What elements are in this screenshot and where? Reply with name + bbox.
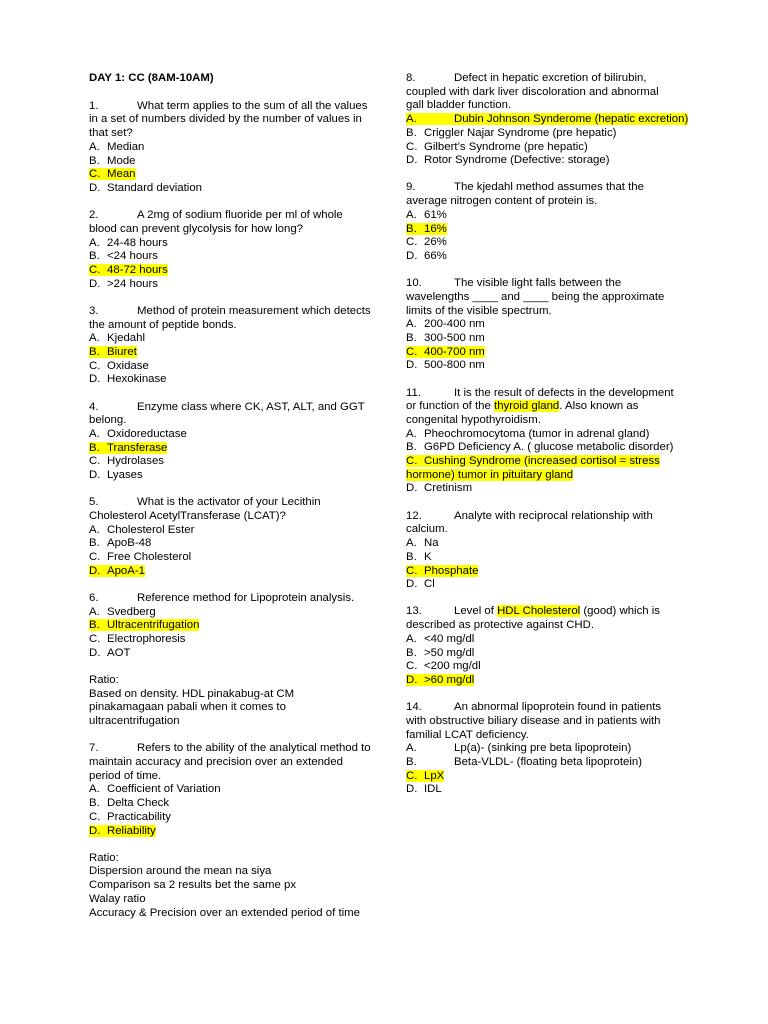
answer-option [406, 250, 674, 264]
question-number: 8. [406, 72, 416, 84]
answer-option [406, 441, 674, 455]
option-text: Gilbert’s Syndrome (pre hepatic) [424, 140, 588, 153]
option-text: Oxidoreductase [107, 427, 187, 440]
option-letter: C. [89, 810, 101, 823]
answer-option [406, 742, 674, 756]
option-body [89, 469, 143, 481]
option-letter: C. [89, 455, 101, 468]
option-text: 300-500 nm [424, 331, 485, 344]
option-body [406, 756, 642, 768]
option-body [89, 797, 169, 809]
question-number: 12. [406, 509, 422, 522]
option-letter: D. [406, 154, 418, 167]
question-number: 6. [89, 592, 99, 604]
question-stem [406, 387, 674, 428]
question-number: 2. [89, 209, 99, 222]
option-text: Mode [107, 154, 136, 167]
answer-option [89, 155, 371, 169]
question-stem [89, 401, 371, 428]
option-letter: D. [89, 469, 101, 482]
answer-option [89, 524, 371, 538]
option-text: 61% [424, 208, 447, 221]
option-text: Lyases [107, 469, 143, 482]
answer-option [89, 797, 371, 811]
question-stem [89, 742, 371, 783]
option-letter: D. [406, 249, 418, 262]
ratio-line: Walay ratio [89, 892, 146, 905]
highlighted-term: thyroid gland [494, 400, 560, 413]
option-text: K [424, 550, 432, 563]
option-letter: A. [89, 332, 100, 345]
option-letter: B. [89, 154, 100, 167]
option-text: AOT [107, 646, 131, 659]
option-text: Oxidase [107, 359, 149, 372]
stem-text: What term applies to the sum of all the values in a set of numbers divided by the number of values in that set? [89, 99, 368, 140]
option-letter: A. [406, 632, 417, 645]
option-letter: B. [406, 755, 417, 768]
question-item [406, 701, 674, 797]
option-body [406, 578, 435, 590]
option-letter: A. [89, 427, 100, 440]
option-body [406, 647, 474, 659]
option-text: G6PD Deficiency A. ( glucose metabolic disorder) [424, 441, 674, 454]
option-letter: D. [89, 373, 101, 386]
highlighted-term: HDL Cholesterol [497, 605, 581, 618]
option-text: Kjedahl [107, 332, 145, 345]
option-text: Beta-VLDL- (floating beta lipoprotein) [454, 755, 643, 768]
option-body [89, 619, 199, 631]
option-text: IDL [424, 783, 442, 796]
question-stem [406, 701, 674, 742]
option-letter: B. [406, 331, 417, 344]
option-text: Cushing Syndrome (increased cortisol = stress hormone) tumor in pituitary gland [406, 455, 660, 481]
stem-text: Reference method for Lipoprotein analysis. [137, 592, 355, 604]
option-letter: D. [406, 783, 418, 796]
option-body [406, 770, 444, 782]
option-body [89, 811, 171, 823]
option-body [89, 346, 137, 358]
answer-option [406, 127, 674, 141]
option-letter: D. [89, 646, 101, 659]
option-body [89, 633, 186, 645]
question-item [89, 401, 371, 483]
stem-text: What is the activator of your Lecithin Cholesterol AcetylTransferase (LCAT)? [89, 496, 321, 522]
option-letter: B. [89, 797, 100, 810]
answer-option [406, 141, 674, 155]
option-letter: B. [89, 537, 100, 550]
option-letter: D. [406, 359, 418, 372]
option-text: Delta Check [107, 797, 170, 810]
option-body [89, 606, 156, 618]
question-stem [89, 209, 371, 236]
question-number: 4. [89, 400, 99, 413]
answer-option-correct [89, 168, 371, 182]
option-text: Dubin Johnson Synderome (hepatic excretion) [454, 113, 689, 126]
option-body [406, 551, 432, 563]
stem-text: Method of protein measurement which detects the amount of peptide bonds. [89, 304, 371, 331]
option-text: Ultracentrifugation [107, 619, 200, 632]
option-body [89, 551, 191, 563]
option-body [89, 647, 130, 659]
answer-option [89, 237, 371, 251]
stem-text: Enzyme class where CK, AST, ALT, and GGT belong. [89, 400, 365, 427]
answer-option-correct [406, 113, 689, 127]
ratio-line: Ratio: [89, 851, 119, 864]
option-body [406, 537, 439, 549]
option-text: 24-48 hours [107, 236, 168, 249]
ratio-line: Ratio: [89, 674, 119, 687]
option-body [89, 442, 167, 454]
stem-text: An abnormal lipoprotein found in patients with obstructive biliary disease and in patients with familial LCAT deficiency. [406, 701, 662, 741]
answer-option [406, 660, 674, 674]
option-letter: D. [89, 277, 101, 290]
option-letter: C. [406, 345, 418, 358]
option-body [406, 127, 616, 139]
answer-option [406, 236, 674, 250]
option-body [406, 250, 447, 262]
question-number: 10. [406, 277, 422, 290]
question-item [89, 496, 371, 578]
option-text: Reliability [107, 824, 156, 837]
answer-option [89, 469, 371, 483]
option-text: Median [107, 140, 145, 153]
left-column [89, 72, 371, 934]
option-body [406, 346, 485, 358]
answer-option [89, 606, 371, 620]
answer-option [89, 332, 371, 346]
question-number: 7. [89, 742, 99, 755]
page-title: DAY 1: CC (8AM-10AM) [89, 72, 214, 84]
option-body [406, 359, 485, 371]
option-text: Hydrolases [107, 455, 164, 468]
option-body [406, 141, 588, 153]
option-letter: B. [89, 345, 100, 358]
question-stem [89, 592, 371, 606]
option-text: Na [424, 537, 439, 550]
option-body [89, 168, 136, 180]
option-letter: C. [406, 769, 418, 782]
ratio-line: Based on density. HDL pinakabug-at CM pinakamagaan pabali when it comes to ultracentrifugation [89, 687, 295, 728]
option-text: Phosphate [424, 564, 479, 577]
option-letter: D. [89, 564, 101, 577]
option-letter: C. [406, 564, 418, 577]
answer-option [406, 551, 674, 565]
answer-option-correct [406, 455, 674, 482]
stem-text: Level of [454, 605, 498, 618]
option-text: 48-72 hours [107, 263, 168, 276]
option-body [406, 455, 660, 481]
stem-text: A 2mg of sodium fluoride per ml of whole blood can prevent glycolysis for how long? [89, 209, 343, 235]
option-body [89, 278, 158, 290]
option-text: 400-700 nm [424, 345, 485, 358]
option-letter: A. [406, 318, 417, 331]
answer-option [406, 318, 674, 332]
option-letter: D. [406, 673, 418, 686]
option-body [89, 182, 202, 194]
answer-option-correct [406, 674, 674, 688]
answer-option-correct [89, 619, 371, 633]
option-letter: A. [406, 427, 417, 440]
option-text: Hexokinase [107, 373, 167, 386]
answer-option [406, 647, 674, 661]
option-text: ApoB-48 [107, 537, 152, 550]
option-letter: C. [89, 633, 101, 646]
question-stem [406, 510, 674, 537]
ratio-note [89, 674, 371, 729]
option-body [89, 264, 168, 276]
option-body [406, 674, 474, 686]
question-stem [89, 100, 371, 141]
option-body [89, 825, 156, 837]
option-letter: C. [406, 660, 418, 673]
option-text: 200-400 nm [424, 318, 485, 331]
option-letter: B. [406, 222, 417, 235]
option-body [89, 524, 194, 536]
option-letter: C. [406, 236, 418, 249]
question-number: 1. [89, 99, 99, 112]
option-letter: A. [89, 236, 100, 249]
option-letter: D. [406, 482, 418, 495]
stem-text: It is the result of defects in the development or function of the [406, 386, 674, 413]
option-letter: A. [89, 523, 100, 536]
answer-option [406, 428, 674, 442]
option-letter: A. [89, 605, 100, 618]
option-text: 16% [424, 222, 447, 235]
answer-option-correct [406, 346, 674, 360]
ratio-line: Comparison sa 2 results bet the same px [89, 879, 297, 892]
option-letter: A. [406, 742, 417, 755]
answer-option [406, 578, 674, 592]
answer-option-correct [89, 565, 371, 579]
option-text: 500-800 nm [424, 359, 485, 372]
option-body [406, 565, 478, 577]
stem-text: . Also known as congenital hypothyroidism. [406, 400, 639, 426]
option-text: Coefficient of Variation [107, 783, 221, 796]
answer-option [406, 209, 674, 223]
question-item [89, 305, 371, 387]
answer-option [89, 360, 371, 374]
question-number: 11. [406, 386, 421, 399]
option-letter: C. [406, 140, 418, 153]
option-text: 66% [424, 249, 447, 262]
answer-option-correct [406, 223, 674, 237]
option-letter: B. [406, 550, 417, 563]
question-stem [406, 277, 674, 318]
answer-option [406, 332, 674, 346]
option-text: Rotor Syndrome (Defective: storage) [424, 154, 610, 167]
answer-option-correct [89, 825, 371, 839]
question-stem [89, 496, 371, 523]
option-body [406, 482, 472, 494]
option-body [89, 783, 221, 795]
option-body [406, 223, 447, 235]
question-item [89, 100, 371, 196]
option-body [406, 428, 649, 440]
answer-option [89, 373, 371, 387]
answer-option [89, 250, 371, 264]
question-item [406, 181, 674, 263]
option-body [89, 428, 187, 440]
option-letter: D. [406, 578, 418, 591]
option-letter: C. [89, 168, 101, 181]
question-item [406, 510, 674, 592]
stem-text: The visible light falls between the wavelengths ____ and ____ being the approximate limits of the visible spectrum. [406, 277, 665, 317]
stem-text: (good) which is described as protective against CHD. [406, 605, 660, 632]
option-text: <24 hours [107, 250, 158, 263]
answer-option-correct [406, 565, 674, 579]
option-body [406, 209, 447, 221]
answer-option [89, 783, 371, 797]
option-letter: C. [89, 551, 101, 564]
option-text: Practicability [107, 810, 171, 823]
answer-option [406, 482, 674, 496]
answer-option [406, 783, 674, 797]
option-body [406, 660, 481, 672]
answer-option [89, 537, 371, 551]
answer-option [406, 633, 674, 647]
answer-option-correct [406, 770, 674, 784]
question-stem [406, 605, 674, 632]
answer-option [406, 537, 674, 551]
option-text: ApoA-1 [107, 564, 145, 577]
option-body [406, 332, 485, 344]
option-body [89, 360, 149, 372]
option-body [406, 633, 474, 645]
stem-text: Defect in hepatic excretion of bilirubin, coupled with dark liver discoloration and abnormal gall bladder function. [406, 72, 659, 112]
answer-option [406, 154, 674, 168]
question-item [406, 387, 674, 497]
stem-text: The kjedahl method assumes that the average nitrogen content of protein is. [406, 181, 644, 208]
question-number: 14. [406, 701, 422, 714]
answer-option [89, 428, 371, 442]
option-text: Electrophoresis [107, 633, 186, 646]
option-letter: A. [406, 537, 417, 550]
option-letter: B. [406, 646, 417, 659]
option-body [406, 441, 673, 453]
option-body [89, 141, 144, 153]
option-body [406, 742, 631, 754]
answer-option [89, 278, 371, 292]
option-text: Free Cholesterol [107, 551, 192, 564]
option-text: 26% [424, 236, 447, 249]
option-text: >60 mg/dl [424, 673, 475, 686]
answer-option [406, 756, 674, 770]
option-body [89, 332, 145, 344]
answer-option [89, 633, 371, 647]
right-column [406, 72, 689, 811]
option-text: Mean [107, 168, 136, 181]
option-letter: B. [89, 619, 100, 632]
option-letter: C. [406, 455, 418, 468]
option-letter: B. [89, 441, 100, 454]
option-text: Cl [424, 578, 435, 591]
option-text: LpX [424, 769, 445, 782]
option-letter: A. [406, 113, 417, 126]
option-body [406, 236, 447, 248]
answer-option [406, 359, 674, 373]
question-item [89, 742, 371, 838]
answer-option-correct [89, 346, 371, 360]
answer-option-correct [89, 442, 371, 456]
option-body [89, 373, 167, 385]
option-letter: C. [89, 263, 101, 276]
option-body [89, 237, 168, 249]
option-letter: B. [89, 250, 100, 263]
answer-option [89, 182, 371, 196]
option-letter: D. [89, 181, 101, 194]
option-text: Biuret [107, 345, 137, 358]
option-text: <40 mg/dl [424, 632, 475, 645]
question-number: 5. [89, 496, 99, 509]
option-text: >24 hours [107, 277, 158, 290]
option-letter: C. [89, 359, 101, 372]
option-text: Cholesterol Ester [107, 523, 195, 536]
answer-option-correct [89, 264, 371, 278]
question-item [89, 592, 371, 661]
answer-option [89, 811, 371, 825]
question-item [406, 277, 674, 373]
ratio-line: Dispersion around the mean na siya [89, 865, 272, 878]
question-item [406, 72, 689, 168]
stem-text: Refers to the ability of the analytical method to maintain accuracy and precision over an extended period of time. [89, 742, 371, 782]
option-body [89, 455, 164, 467]
option-letter: A. [89, 783, 100, 796]
question-number: 3. [89, 304, 99, 317]
option-text: Svedberg [107, 605, 156, 618]
option-text: Criggler Najar Syndrome (pre hepatic) [424, 126, 617, 139]
answer-option [89, 455, 371, 469]
option-body [406, 783, 442, 795]
question-stem [406, 181, 674, 208]
option-letter: A. [89, 140, 100, 153]
option-text: >50 mg/dl [424, 646, 475, 659]
option-body [406, 318, 485, 330]
option-text: Pheochromocytoma (tumor in adrenal gland) [424, 427, 650, 440]
question-number: 13. [406, 605, 422, 618]
answer-option [89, 141, 371, 155]
option-letter: A. [406, 208, 417, 221]
ratio-note [89, 852, 371, 921]
question-number: 9. [406, 181, 416, 194]
option-letter: B. [406, 441, 417, 454]
answer-option [89, 551, 371, 565]
option-body [406, 113, 688, 125]
option-body [89, 155, 136, 167]
option-body [89, 250, 158, 262]
question-stem [89, 305, 371, 332]
option-text: Lp(a)- (sinking pre beta lipoprotein) [454, 742, 632, 755]
question-item [89, 209, 371, 291]
option-letter: B. [406, 126, 417, 139]
option-text: <200 mg/dl [424, 660, 481, 673]
option-text: Transferase [107, 441, 168, 454]
stem-text: Analyte with reciprocal relationship with calcium. [406, 509, 653, 536]
answer-option [89, 647, 371, 661]
option-letter: D. [89, 824, 101, 837]
option-body [89, 565, 145, 577]
ratio-line: Accuracy & Precision over an extended period of time [89, 906, 360, 919]
option-body [89, 537, 151, 549]
option-body [406, 154, 610, 166]
left-question-list [89, 100, 371, 921]
option-text: Cretinism [424, 482, 473, 495]
option-text: Standard deviation [107, 181, 202, 194]
question-stem [406, 72, 674, 113]
right-question-list [406, 72, 689, 797]
question-item [406, 605, 674, 687]
